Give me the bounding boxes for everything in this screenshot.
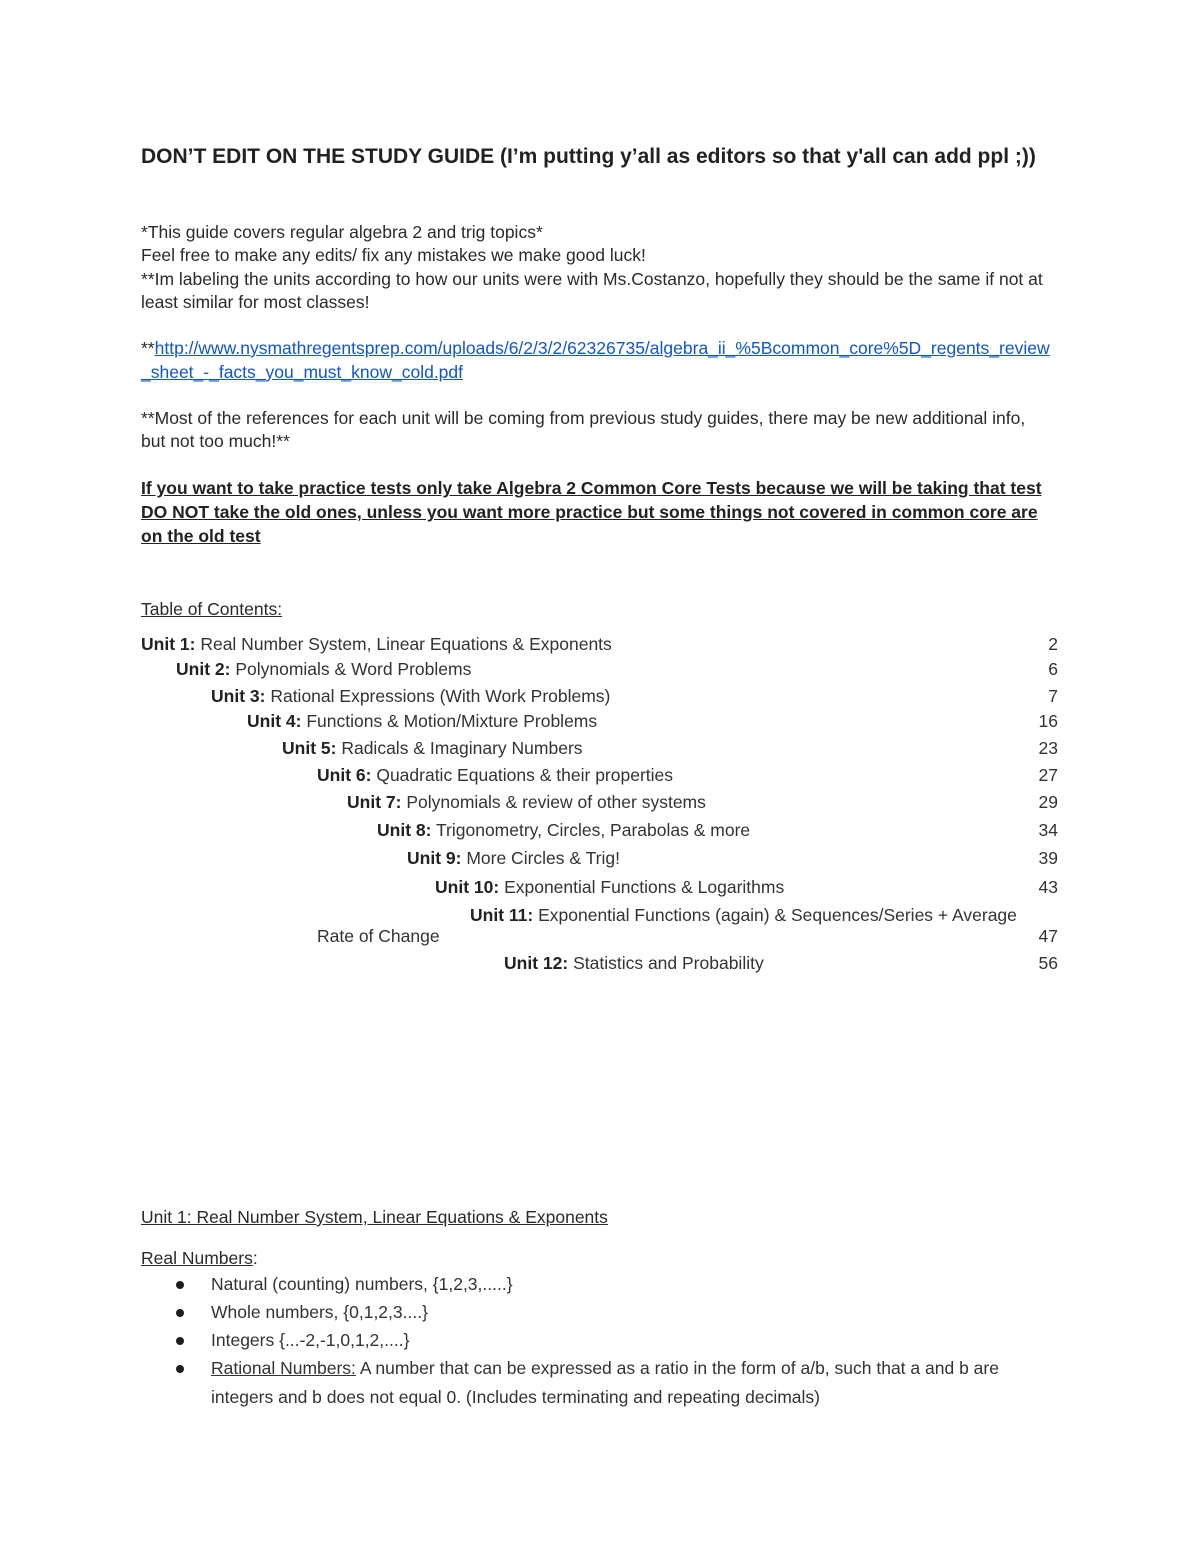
toc-unit-label: Unit 5: [282,738,337,758]
toc-unit-label: Unit 2: [176,659,231,679]
toc-page-number: 34 [1038,820,1058,840]
toc-page-number: 23 [1038,738,1058,758]
toc-unit-label: Unit 8: [377,820,432,840]
bullet-icon [176,1337,184,1345]
toc-page-number: 2 [1048,634,1058,654]
toc-entry-unit-5[interactable] [141,738,1058,764]
toc-unit-title: Polynomials & review of other systems [406,792,706,812]
regents-review-link[interactable]: http://www.nysmathregentsprep.com/uploads/6/2/3/2/62326735/algebra_ii_%5Bcommon_core%5D_regents_review [154,338,1050,358]
toc-page-number: 56 [1038,953,1058,973]
toc-unit-label: Unit 10: [435,877,500,897]
toc-unit-title: Real Number System, Linear Equations & Exponents [200,634,612,654]
bullet-icon [176,1281,184,1289]
toc-entry-unit-9[interactable] [141,848,1058,874]
link-prefix: ** [141,338,155,358]
toc-entry-unit-4[interactable] [141,711,1058,737]
toc-page-number: 43 [1038,877,1058,897]
toc-unit-title: Radicals & Imaginary Numbers [341,738,583,758]
toc-unit-title: Exponential Functions & Logarithms [504,877,785,897]
toc-entry-unit-12[interactable] [141,953,1058,979]
toc-unit-title: More Circles & Trig! [466,848,620,868]
bullet-icon [176,1309,184,1317]
toc-entry-unit-2[interactable] [141,659,1058,685]
toc-unit-label: Unit 11: [470,905,534,925]
toc-page-number: 29 [1038,792,1058,812]
toc-heading: Table of Contents: [141,599,283,619]
toc-unit-label: Unit 9: [407,848,462,868]
toc-entry-unit-11[interactable] [141,905,1058,953]
toc-page-number: 39 [1038,848,1058,868]
resource-link-line [141,337,1050,360]
real-numbers-heading: Real Numbers: [141,1248,258,1268]
list-item: Natural (counting) numbers, {1,2,3,.....} [211,1274,513,1294]
toc-unit-label: Unit 3: [211,686,266,706]
toc-page-number: 27 [1038,765,1058,785]
toc-entry-unit-7[interactable] [141,792,1058,818]
practice-test-warning: If you want to take practice tests only take Algebra 2 Common Core Tests because we will be taking that test [141,478,1042,498]
toc-unit-title: Rational Expressions (With Work Problems) [270,686,611,706]
toc-entry-unit-6[interactable] [141,765,1058,791]
toc-unit-title-continued: Rate of Change [317,926,440,946]
rational-numbers-definition: integers and b does not equal 0. (Includes terminating and repeating decimals) [211,1387,820,1407]
list-item: Integers {...-2,-1,0,1,2,....} [211,1330,410,1350]
toc-unit-title: Quadratic Equations & their properties [376,765,674,785]
toc-unit-title: Statistics and Probability [573,953,764,973]
intro-line: *This guide covers regular algebra 2 and trig topics* [141,222,543,242]
references-note: **Most of the references for each unit will be coming from previous study guides, there may be new additional info, [141,408,1026,428]
toc-page-number: 6 [1048,659,1058,679]
toc-entry-unit-8[interactable] [141,820,1058,846]
toc-unit-label: Unit 12: [504,953,569,973]
toc-unit-title: Polynomials & Word Problems [235,659,472,679]
toc-unit-label: Unit 1: [141,634,196,654]
list-item-rational-numbers: Rational Numbers: A number that can be expressed as a ratio in the form of a/b, such that a and b are [211,1358,999,1378]
toc-unit-label: Unit 4: [247,711,302,731]
toc-unit-label: Unit 7: [347,792,402,812]
intro-line: least similar for most classes! [141,292,370,312]
toc-page-number: 7 [1048,686,1058,706]
toc-unit-title: Exponential Functions (again) & Sequences/Series + Average [538,905,1017,925]
toc-unit-title: Functions & Motion/Mixture Problems [306,711,598,731]
toc-entry-unit-3[interactable] [141,686,1058,712]
rational-numbers-term: Rational Numbers: [211,1358,356,1378]
toc-entry-unit-10[interactable] [141,877,1058,903]
toc-page-number: 47 [1038,926,1058,946]
intro-line: Feel free to make any edits/ fix any mistakes we make good luck! [141,245,646,265]
bullet-icon [176,1365,184,1373]
toc-unit-title: Trigonometry, Circles, Parabolas & more [436,820,751,840]
unit1-heading: Unit 1: Real Number System, Linear Equations & Exponents [141,1207,608,1227]
regents-review-link-continued[interactable]: _sheet_-_facts_you_must_know_cold.pdf [141,362,464,382]
intro-line: **Im labeling the units according to how our units were with Ms.Costanzo, hopefully they should be the same if not at [141,269,1043,289]
resource-link-line [141,361,463,384]
references-note: but not too much!** [141,431,290,451]
practice-test-warning: on the old test [141,526,261,546]
list-item: Whole numbers, {0,1,2,3....} [211,1302,428,1322]
practice-test-warning: DO NOT take the old ones, unless you want more practice but some things not covered in common core are [141,502,1038,522]
toc-unit-label: Unit 6: [317,765,372,785]
toc-entry-unit-1[interactable] [141,634,1058,660]
document-title: DON’T EDIT ON THE STUDY GUIDE (I’m putting y’all as editors so that y'all can add ppl ;)) [141,145,1036,168]
toc-page-number: 16 [1038,711,1058,731]
